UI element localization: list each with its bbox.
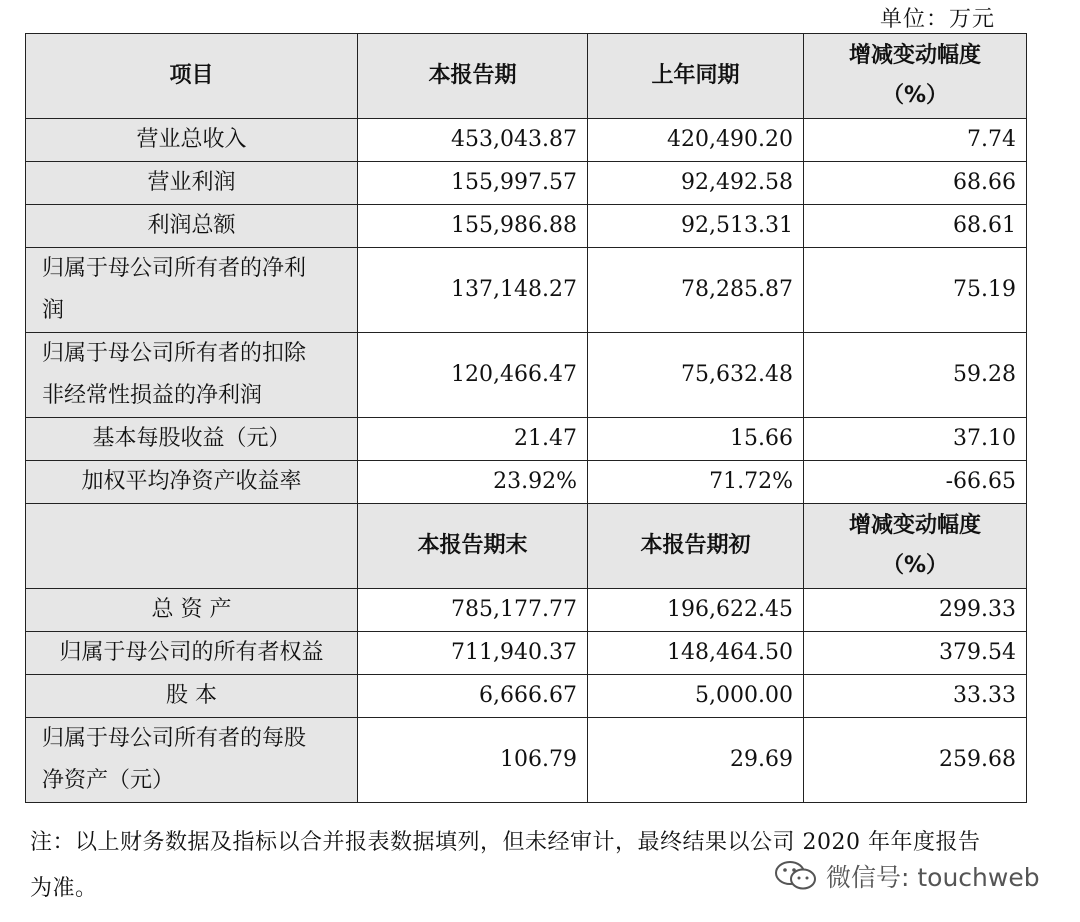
row-label: 股 本 bbox=[26, 675, 358, 718]
cell-current: 711,940.37 bbox=[358, 632, 588, 675]
cell-change: 33.33 bbox=[804, 675, 1027, 718]
cell-change: -66.65 bbox=[804, 461, 1027, 504]
cell-current: 120,466.47 bbox=[358, 333, 588, 418]
cell-current: 785,177.77 bbox=[358, 589, 588, 632]
cell-change: 68.61 bbox=[804, 205, 1027, 248]
subheader-current: 本报告期末 bbox=[358, 504, 588, 589]
header-change bbox=[804, 34, 1027, 119]
cell-current: 6,666.67 bbox=[358, 675, 588, 718]
subheader-prior: 本报告期初 bbox=[588, 504, 804, 589]
header-prior: 上年同期 bbox=[588, 34, 804, 119]
header-change-line1: 增减变动幅度 bbox=[848, 43, 981, 68]
row-label bbox=[26, 248, 358, 333]
row-label-line1: 归属于母公司所有者的每股 bbox=[42, 726, 307, 751]
unit-note: 单位：万元 bbox=[880, 7, 996, 32]
row-label: 营业总收入 bbox=[26, 119, 358, 162]
table-row bbox=[26, 248, 1027, 333]
cell-prior: 92,492.58 bbox=[588, 162, 804, 205]
cell-current: 155,997.57 bbox=[358, 162, 588, 205]
header-item: 项目 bbox=[26, 34, 358, 119]
subheader-change-line1: 增减变动幅度 bbox=[848, 513, 981, 538]
row-label bbox=[26, 718, 358, 803]
row-label bbox=[26, 333, 358, 418]
table-row bbox=[26, 205, 1027, 248]
cell-prior: 92,513.31 bbox=[588, 205, 804, 248]
subheader-change bbox=[804, 504, 1027, 589]
cell-prior: 71.72% bbox=[588, 461, 804, 504]
table-row bbox=[26, 589, 1027, 632]
cell-change: 259.68 bbox=[804, 718, 1027, 803]
watermark bbox=[770, 858, 1044, 894]
cell-current: 453,043.87 bbox=[358, 119, 588, 162]
row-label: 归属于母公司的所有者权益 bbox=[26, 632, 358, 675]
table-row bbox=[26, 461, 1027, 504]
cell-prior: 15.66 bbox=[588, 418, 804, 461]
table-row bbox=[26, 675, 1027, 718]
cell-change: 379.54 bbox=[804, 632, 1027, 675]
row-label: 加权平均净资产收益率 bbox=[26, 461, 358, 504]
cell-prior: 5,000.00 bbox=[588, 675, 804, 718]
row-label-line2: 润 bbox=[42, 298, 65, 323]
wechat-icon bbox=[774, 860, 818, 892]
cell-current: 23.92% bbox=[358, 461, 588, 504]
financial-table bbox=[25, 33, 1027, 803]
cell-current: 137,148.27 bbox=[358, 248, 588, 333]
row-label: 营业利润 bbox=[26, 162, 358, 205]
cell-change: 299.33 bbox=[804, 589, 1027, 632]
footnote-line1: 注：以上财务数据及指标以合并报表数据填列，但未经审计，最终结果以公司 2020 年年度报告 bbox=[30, 830, 981, 855]
cell-prior: 196,622.45 bbox=[588, 589, 804, 632]
cell-prior: 75,632.48 bbox=[588, 333, 804, 418]
table-subheader-row bbox=[26, 504, 1027, 589]
cell-current: 21.47 bbox=[358, 418, 588, 461]
subheader-item bbox=[26, 504, 358, 589]
cell-change: 59.28 bbox=[804, 333, 1027, 418]
row-label: 利润总额 bbox=[26, 205, 358, 248]
table-row bbox=[26, 162, 1027, 205]
cell-current: 155,986.88 bbox=[358, 205, 588, 248]
cell-current: 106.79 bbox=[358, 718, 588, 803]
cell-change: 68.66 bbox=[804, 162, 1027, 205]
table-header-row bbox=[26, 34, 1027, 119]
watermark-text: 微信号: touchweb bbox=[826, 863, 1040, 892]
cell-prior: 420,490.20 bbox=[588, 119, 804, 162]
row-label-line2: 非经常性损益的净利润 bbox=[42, 383, 263, 408]
row-label-line1: 归属于母公司所有者的净利 bbox=[42, 256, 307, 281]
row-label-line2: 净资产（元） bbox=[42, 768, 175, 793]
row-label: 总 资 产 bbox=[26, 589, 358, 632]
cell-change: 37.10 bbox=[804, 418, 1027, 461]
cell-prior: 29.69 bbox=[588, 718, 804, 803]
cell-prior: 78,285.87 bbox=[588, 248, 804, 333]
cell-change: 75.19 bbox=[804, 248, 1027, 333]
header-current: 本报告期 bbox=[358, 34, 588, 119]
table-row bbox=[26, 333, 1027, 418]
subheader-change-line2: （%） bbox=[881, 553, 949, 578]
table-row bbox=[26, 632, 1027, 675]
table-row bbox=[26, 119, 1027, 162]
row-label-line1: 归属于母公司所有者的扣除 bbox=[42, 341, 307, 366]
cell-change: 7.74 bbox=[804, 119, 1027, 162]
row-label: 基本每股收益（元） bbox=[26, 418, 358, 461]
header-change-line2: （%） bbox=[881, 83, 949, 108]
footnote-line2: 为准。 bbox=[30, 876, 98, 901]
table-row bbox=[26, 718, 1027, 803]
table-row bbox=[26, 418, 1027, 461]
cell-prior: 148,464.50 bbox=[588, 632, 804, 675]
